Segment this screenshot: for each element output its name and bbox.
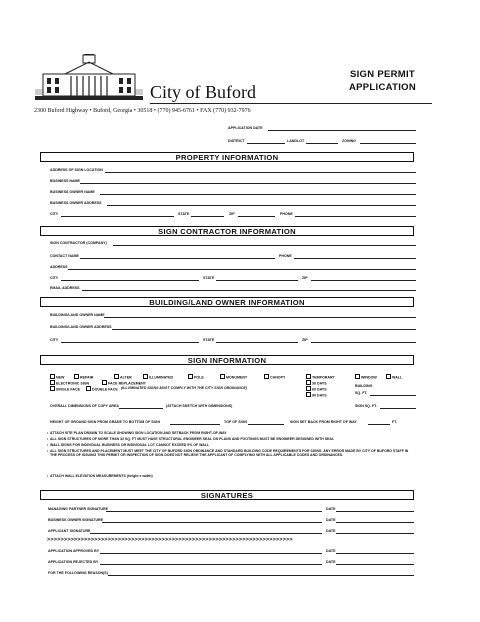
building-sqft-field[interactable]	[370, 395, 416, 396]
sign-sqft-field[interactable]	[380, 408, 416, 409]
section-contractor-info: SIGN CONTRACTOR INFORMATION	[40, 226, 414, 236]
application-date-field[interactable]	[268, 130, 416, 131]
owner-address-field[interactable]	[112, 329, 416, 330]
checkbox-single-face[interactable]: SINGLE FACE	[50, 386, 80, 392]
building-sqft-label: SQ. FT.	[355, 391, 368, 395]
rejected-by-field[interactable]	[100, 564, 322, 565]
applicant-signature-field[interactable]	[90, 533, 322, 534]
contractor-email-label: EMAIL ADDRESS	[50, 286, 80, 290]
checkbox-double-face[interactable]: DOUBLE FACE	[86, 386, 118, 392]
contractor-address-label: ADDRESS	[50, 265, 68, 269]
contractor-address-field[interactable]	[68, 269, 416, 270]
district-field[interactable]	[247, 143, 285, 144]
landlot-field[interactable]	[306, 143, 338, 144]
checkbox-monument[interactable]: MONUMENT	[220, 374, 247, 380]
building-label: BUILDING	[355, 384, 373, 388]
owner-name-field[interactable]	[104, 317, 416, 318]
contractor-zip-label: ZIP	[302, 276, 308, 280]
rejection-reasons-field[interactable]	[108, 575, 414, 576]
rejection-reasons-label: FOR THE FOLLOWING REASON(S)	[48, 571, 108, 575]
owner-address-label: BUILDING/LAND OWNER ADDRESS	[50, 325, 112, 329]
requirement-bullet: • ALL SIGN STRUCTURES AND PLACEMENT MUST MEET THE CITY OF BUFORD SIGN ORDINANCE AND STANDARD BUILDING CODE REQUIREMENTS FOR SIGNS. ANY ERROR MADE BY CITY OF BUFORD STAFF IN THE PROCESS OF ISSUING THIS PERMIT OR INSPECTION OF SIGN DOES NOT RELIEVE THE APPLICANT OF COMPLYING WITH ALL APPLICABLE CODES AND ORDINANCES.	[47, 449, 409, 458]
property-state-label: STATE	[178, 212, 190, 216]
rejected-by-label: APPLICATION REJECTED BY	[48, 560, 99, 564]
checkbox-canopy[interactable]: CANOPY	[264, 374, 285, 380]
ground-sign-height-label: HEIGHT OF GROUND SIGN FROM GRADE TO BOTTOM OF SIGN	[50, 420, 161, 424]
business-owner-address-field[interactable]	[107, 205, 416, 206]
city-hall-logo	[35, 54, 143, 102]
property-city-field[interactable]	[61, 216, 174, 217]
checkbox-temporary[interactable]: TEMPORARY	[306, 374, 335, 380]
section-sign-info: SIGN INFORMATION	[40, 355, 414, 365]
approved-by-field[interactable]	[100, 553, 322, 554]
managing-partner-signature-label: MANAGING PARTNER SIGNATURE	[48, 507, 108, 511]
attach-sketch-label: (ATTACH SKETCH WITH DIMENSIONS)	[166, 404, 233, 408]
form-title-line1: SIGN PERMIT	[349, 69, 416, 80]
approved-date-label: DATE	[326, 549, 336, 553]
managing-partner-signature-field[interactable]	[106, 511, 322, 512]
managing-partner-date-field[interactable]	[336, 511, 414, 512]
owner-zip-field[interactable]	[311, 342, 416, 343]
contractor-phone-field[interactable]	[294, 258, 416, 259]
owner-state-field[interactable]	[216, 342, 298, 343]
rejected-date-label: DATE	[326, 560, 336, 564]
contractor-company-label: SIGN CONTRACTOR (COMPANY)	[50, 241, 107, 245]
sign-sqft-label: SIGN SQ. FT.	[355, 404, 377, 408]
top-of-sign-field[interactable]	[248, 424, 284, 425]
business-owner-signature-field[interactable]	[102, 522, 322, 523]
contractor-city-label: CITY	[50, 276, 59, 280]
property-zip-field[interactable]	[238, 216, 275, 217]
arrow-separator: >>>>>>>>>>>>>>>>>>>>>>>>>>>>>>>>>>>>>>>>>>>>>>>>>>>>>>>>>>>>>>>>>>>>>>>>>	[47, 537, 293, 543]
contact-name-label: CONTACT NAME	[50, 254, 79, 258]
contractor-email-field[interactable]	[82, 290, 416, 291]
sign-location-label: ADDRESS OF SIGN LOCATION	[50, 168, 103, 172]
business-owner-signature-label: BUSINESS OWNER SIGNATURE	[48, 518, 104, 522]
property-state-field[interactable]	[191, 216, 224, 217]
ground-sign-height-field[interactable]	[170, 424, 220, 425]
requirement-bullet: • ATTACH SITE PLAN DRAWN TO SCALE SHOWING SIGN LOCATION AND SETBACK FROM RIGHT-OF-WAY	[47, 431, 227, 435]
owner-zip-label: ZIP	[302, 338, 308, 342]
checkbox-wall[interactable]: WALL	[386, 374, 402, 380]
setback-label: SIGN SET BACK FROM RIGHT OF WAY	[290, 420, 357, 424]
property-phone-label: PHONE	[280, 212, 293, 216]
landlot-label: LANDLOT	[287, 139, 305, 143]
approved-by-label: APPLICATION APPROVED BY	[48, 549, 100, 553]
property-zip-label: ZIP	[229, 212, 235, 216]
checkbox-repair[interactable]: REPAIR	[74, 374, 93, 380]
zoning-label: ZONING	[342, 139, 356, 143]
contractor-state-label: STATE	[203, 276, 215, 280]
approved-date-field[interactable]	[336, 553, 414, 554]
owner-city-label: CITY	[50, 338, 59, 342]
contractor-city-field[interactable]	[61, 280, 199, 281]
zoning-field[interactable]	[360, 143, 416, 144]
copy-area-field[interactable]	[119, 408, 163, 409]
applicant-signature-label: APPLICANT SIGNATURE	[48, 529, 91, 533]
contractor-company-field[interactable]	[113, 245, 416, 246]
header-rule	[150, 103, 432, 104]
managing-partner-date-label: DATE	[326, 507, 336, 511]
contractor-zip-field[interactable]	[311, 280, 416, 281]
owner-name-label: BUILDING/LAND OWNER NAME	[50, 313, 105, 317]
top-of-sign-label: TOP OF SIGN	[224, 420, 248, 424]
checkbox-60-days[interactable]: 60 DAYS	[306, 386, 327, 392]
requirement-bullet: • ATTACH WALL ELEVATION MEASUREMENTS (height x width)	[47, 474, 153, 478]
business-owner-address-label: BUSINESS OWNER ADDRESS	[50, 201, 102, 205]
checkbox-alter[interactable]: ALTER	[114, 374, 132, 380]
contractor-state-field[interactable]	[216, 280, 298, 281]
city-address: 2300 Buford Highway • Buford, Georgia • 30518 • (770) 945-6761 • FAX (770) 932-7976	[34, 108, 251, 114]
contact-name-field[interactable]	[80, 258, 275, 259]
district-label: DISTRICT	[228, 139, 245, 143]
sign-location-field[interactable]	[105, 172, 416, 173]
owner-state-label: STATE	[203, 338, 215, 342]
rejected-date-field[interactable]	[336, 564, 414, 565]
applicant-date-label: DATE	[326, 529, 336, 533]
requirement-bullet: • ALL SIGN STRUCTURES OF MORE THAN 32 SQ. FT MUST HAVE STRUCTURAL ENGINEER SEAL ON PLANS AND FOOTINGS MUST BE ENGINEER DESIGNED WITH SEAL	[47, 437, 335, 441]
checkbox-90-days[interactable]: 90 DAYS	[306, 392, 327, 398]
property-phone-field[interactable]	[295, 216, 416, 217]
section-signatures: SIGNATURES	[40, 490, 414, 500]
section-owner-info: BUILDING/LAND OWNER INFORMATION	[40, 297, 414, 307]
checkbox-pole[interactable]: POLE	[188, 374, 204, 380]
business-name-label: BUSINESS NAME	[50, 179, 80, 183]
business-owner-date-label: DATE	[326, 518, 336, 522]
checkbox-30-days[interactable]: 30 DAYS	[306, 380, 327, 386]
owner-city-field[interactable]	[61, 342, 199, 343]
city-name: City of Buford	[150, 82, 256, 102]
section-property-info: PROPERTY INFORMATION	[40, 152, 414, 162]
business-owner-date-field[interactable]	[336, 522, 414, 523]
requirement-bullet: • WALL SIGNS FOR INDIVIDUAL BUSINESS OR INDIVIDUAL LOT CANNOT EXCEED 5% OF WALL	[47, 443, 210, 447]
applicant-date-field[interactable]	[336, 533, 414, 534]
application-date-label: APPLICATION DATE	[228, 126, 263, 130]
checkbox-electronic-sign[interactable]: ELECTRONIC SIGN	[50, 380, 89, 386]
setback-ft-label: FT.	[392, 420, 397, 424]
checkbox-face-replacement[interactable]: FACE REPLACEMENT	[102, 380, 146, 386]
business-owner-name-field[interactable]	[100, 194, 416, 195]
form-title-line2: APPLICATION	[349, 82, 416, 93]
property-city-label: CITY	[50, 212, 59, 216]
double-face-note: (ILLUMINATED SIGNS MUST COMPLY WITH THE CITY SIGN ORDINANCE)	[121, 386, 247, 390]
business-name-field[interactable]	[80, 183, 416, 184]
business-owner-name-label: BUSINESS OWNER NAME	[50, 190, 95, 194]
checkbox-window[interactable]: WINDOW	[355, 374, 377, 380]
setback-field[interactable]	[368, 424, 390, 425]
contractor-phone-label: PHONE	[279, 254, 292, 258]
checkbox-illuminated[interactable]: ILLUMINATED	[143, 374, 173, 380]
copy-area-label: OVERALL DIMENSIONS OF COPY AREA	[50, 404, 120, 408]
checkbox-new[interactable]: NEW	[50, 374, 64, 380]
